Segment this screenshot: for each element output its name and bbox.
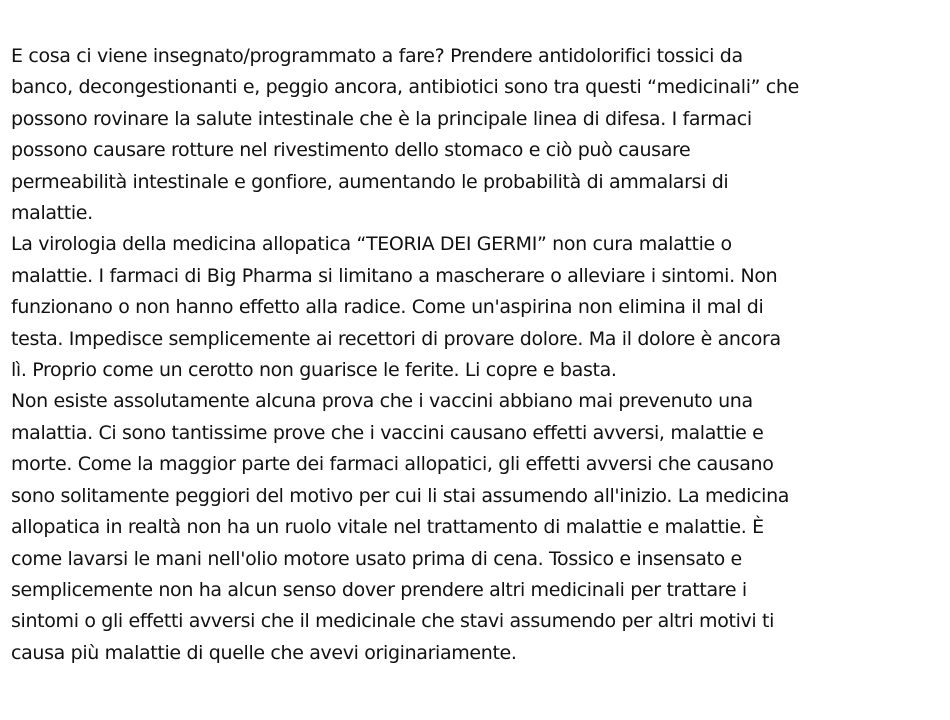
text-line: malattia. Ci sono tantissime prove che i vaccini causano effetti avversi, malattie e: [11, 421, 764, 444]
text-line: testa. Impedisce semplicemente ai recettori di provare dolore. Ma il dolore è ancora: [11, 327, 781, 350]
text-line: malattie. I farmaci di Big Pharma si limitano a mascherare o alleviare i sintomi. Non: [11, 264, 778, 287]
text-line: sono solitamente peggiori del motivo per cui li stai assumendo all'inizio. La medicina: [11, 484, 790, 507]
text-line: come lavarsi le mani nell'olio motore usato prima di cena. Tossico e insensato e: [11, 547, 742, 570]
text-line: possono causare rotture nel rivestimento dello stomaco e ciò può causare: [11, 139, 691, 162]
text-line: banco, decongestionanti e, peggio ancora, antibiotici sono tra questi “medicinali” che: [11, 76, 799, 99]
text-line: Non esiste assolutamente alcuna prova che i vaccini abbiano mai prevenuto una: [11, 390, 753, 413]
text-line: La virologia della medicina allopatica “TEORIA DEI GERMI” non cura malattie o: [11, 233, 732, 256]
text-line: allopatica in realtà non ha un ruolo vitale nel trattamento di malattie e malattie. È: [11, 516, 764, 539]
text-line: funzionano o non hanno effetto alla radice. Come un'aspirina non elimina il mal di: [11, 296, 764, 319]
text-line: possono rovinare la salute intestinale che è la principale linea di difesa. I farmaci: [11, 107, 752, 130]
text-line: sintomi o gli effetti avversi che il medicinale che stavi assumendo per altri motivi ti: [11, 610, 775, 633]
text-line: causa più malattie di quelle che avevi originariamente.: [11, 641, 517, 664]
document-body: [11, 41, 946, 669]
text-line: E cosa ci viene insegnato/programmato a fare? Prendere antidolorifici tossici da: [11, 45, 743, 67]
text-line: morte. Come la maggior parte dei farmaci allopatici, gli effetti avversi che causano: [11, 453, 774, 476]
text-line: malattie.: [11, 202, 93, 225]
text-line: permeabilità intestinale e gonfiore, aumentando le probabilità di ammalarsi di: [11, 170, 729, 193]
text-line: lì. Proprio come un cerotto non guarisce le ferite. Li copre e basta.: [11, 359, 617, 382]
text-line: semplicemente non ha alcun senso dover prendere altri medicinali per trattare i: [11, 578, 747, 601]
